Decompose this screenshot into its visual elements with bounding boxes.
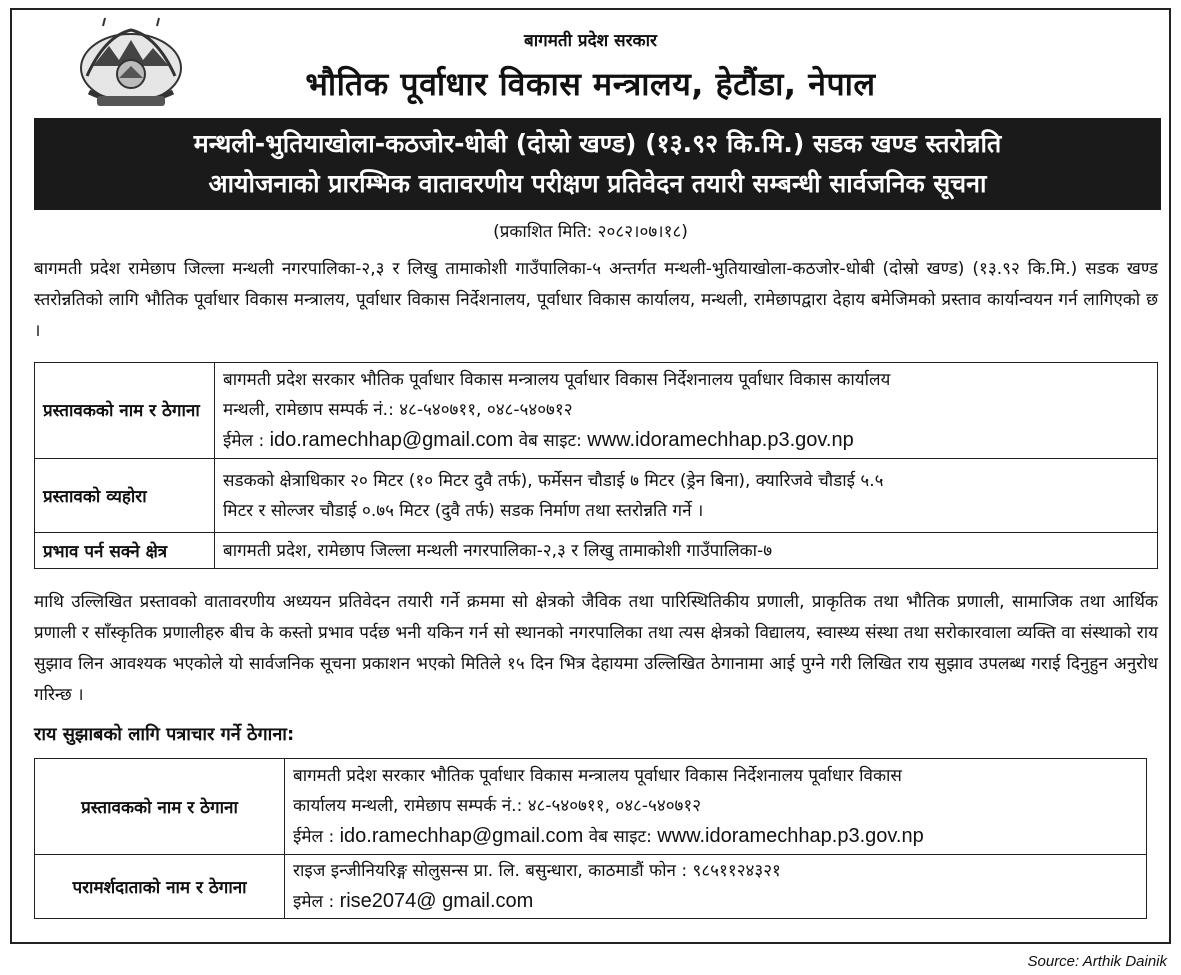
proposer-contact-line-1: बागमती प्रदेश सरकार भौतिक पूर्वाधार विकास मन्त्रालय पूर्वाधार विकास निर्देशनालय पूर्वाधार विकास — [293, 766, 902, 786]
email-link[interactable]: ido.ramechhap@gmail.com — [269, 429, 514, 451]
website-prefix: वेब साइट: — [588, 827, 652, 847]
proposer-contact-line-2: कार्यालय मन्थली, रामेछाप सम्पर्क नं.: ४८-५४०७११, ०४८-५४०७१२ — [293, 796, 702, 816]
affected-area — [215, 533, 1158, 569]
email-prefix: इमेल : — [293, 892, 335, 912]
contact-address-table — [34, 758, 1147, 919]
notice-title-line-1: मन्थली-भुतियाखोला-कठजोर-धोबी (दोस्रो खण्ड) (१३.९२ कि.मि.) सडक खण्ड स्तरोन्नति — [193, 129, 1002, 158]
notice-title-line-2: आयोजनाको प्रारम्भिक वातावरणीय परीक्षण प्रतिवेदन तयारी सम्बन्धी सार्वजनिक सूचना — [208, 169, 987, 198]
email-link[interactable]: ido.ramechhap@gmail.com — [339, 825, 584, 847]
ministry-name: भौतिक पूर्वाधार विकास मन्त्रालय, हेटौंडा, नेपाल — [305, 65, 876, 103]
table-row — [35, 363, 1158, 459]
email-link[interactable]: rise2074@ gmail.com — [339, 890, 534, 912]
contact-heading: राय सुझाबको लागि पत्राचार गर्ने ठेगाना: — [34, 724, 295, 745]
proposer-contact-details — [285, 759, 1147, 855]
source-credit: Source: Arthik Dainik — [1027, 953, 1167, 970]
proposal-description-line-1: सडकको क्षेत्राधिकार २० मिटर (१० मिटर दुवै तर्फ), फर्मेसन चौडाई ७ मिटर (ड्रेन बिना), क्यारिजवे चौडाई ५.५ — [223, 470, 884, 491]
website-prefix: वेब साइट: — [518, 431, 582, 451]
proposal-description-line-2: मिटर र सोल्जर चौडाई ०.७५ मिटर (दुवै तर्फ) सडक निर्माण तथा स्तरोन्नति गर्ने । — [223, 500, 704, 521]
table-row — [35, 533, 1158, 569]
notice-title-banner — [34, 118, 1161, 210]
government-name: बागमती प्रदेश सरकार — [524, 31, 657, 51]
proposer-line-1: बागमती प्रदेश सरकार भौतिक पूर्वाधार विकास मन्त्रालय पूर्वाधार विकास निर्देशनालय पूर्वाधार विकास कार्यालय — [223, 370, 891, 390]
proposer-details — [215, 363, 1158, 459]
proposer-line-2: मन्थली, रामेछाप सम्पर्क नं.: ४८-५४०७११, ०४८-५४०७१२ — [223, 400, 573, 420]
published-date: (प्रकाशित मिति: २०८२।०७।१८) — [493, 222, 688, 242]
website-link[interactable]: www.idoramechhap.p3.gov.np — [587, 429, 854, 451]
table-row — [35, 759, 1147, 855]
email-prefix: ईमेल : — [223, 431, 265, 451]
proposer-contact-label: प्रस्तावकको नाम र ठेगाना — [35, 759, 285, 855]
consultant-line-1: राइज इन्जीनियरिङ्ग सोलुसन्स प्रा. लि. बसुन्धारा, काठमाडौं फोन : ९८५११२४३२१ — [293, 861, 781, 881]
email-prefix: ईमेल : — [293, 827, 335, 847]
proposer-contact-line — [223, 425, 1149, 456]
affected-area-line: बागमती प्रदेश, रामेछाप जिल्ला मन्थली नगरपालिका-२,३ र लिखु तामाकोशी गाउँपालिका-७ — [223, 540, 773, 561]
proposer-contact-email-line — [293, 821, 1138, 852]
table-row — [35, 855, 1147, 919]
consultant-email-line — [293, 886, 1138, 917]
consultant-details — [285, 855, 1147, 919]
proposal-info-table — [34, 362, 1158, 569]
affected-area-label: प्रभाव पर्न सक्ने क्षेत्र — [35, 533, 215, 569]
proposer-label: प्रस्तावकको नाम र ठेगाना — [35, 363, 215, 459]
intro-paragraph: बागमती प्रदेश रामेछाप जिल्ला मन्थली नगरपालिका-२,३ र लिखु तामाकोशी गाउँपालिका-५ अन्तर्गत मन्थली-भुतियाखोला-कठजोर-धोबी (दोस्रो खण्ड) (१३.९२ कि.मि.) सडक खण्ड स्तरोन्नतिको लागि भौतिक पूर्वाधार विकास मन्त्रालय, पूर्वाधार विकास निर्देशनालय, पूर्वाधार विकास कार्यालय, मन्थली, रामेछापद्वारा देहाय बमेजिमको प्रस्ताव कार्यान्वयन गर्न लागिएको छ । — [34, 259, 1158, 341]
proposal-description — [215, 459, 1158, 533]
table-row — [35, 459, 1158, 533]
consultant-label: परामर्शदाताको नाम र ठेगाना — [35, 855, 285, 919]
proposal-description-label: प्रस्तावको व्यहोरा — [35, 459, 215, 533]
body-paragraph: माथि उल्लिखित प्रस्तावको वातावरणीय अध्ययन प्रतिवेदन तयारी गर्ने क्रममा सो क्षेत्रको जैविक तथा पारिस्थितिकीय प्रणाली, प्राकृतिक तथा भौतिक प्रणाली, सामाजिक तथा आर्थिक प्रणाली र साँस्कृतिक प्रणालीहरु बीच के कस्तो प्रभाव पर्दछ भनी यकिन गर्न सो स्थानको नगरपालिका तथा त्यस क्षेत्रको विद्यालय, स्वास्थ्य संस्था तथा सरोकारवाला व्यक्ति वा संस्थाको राय सुझाव लिन आवश्यक भएकोले यो सार्वजनिक सूचना प्रकाशन भएको मितिले १५ दिन भित्र देहायमा उल्लिखित ठेगानामा आई पुग्ने गरी लिखित राय सुझाव उपलब्ध गराई दिनुहुन अनुरोध गरिन्छ । — [34, 592, 1158, 705]
website-link[interactable]: www.idoramechhap.p3.gov.np — [657, 825, 924, 847]
